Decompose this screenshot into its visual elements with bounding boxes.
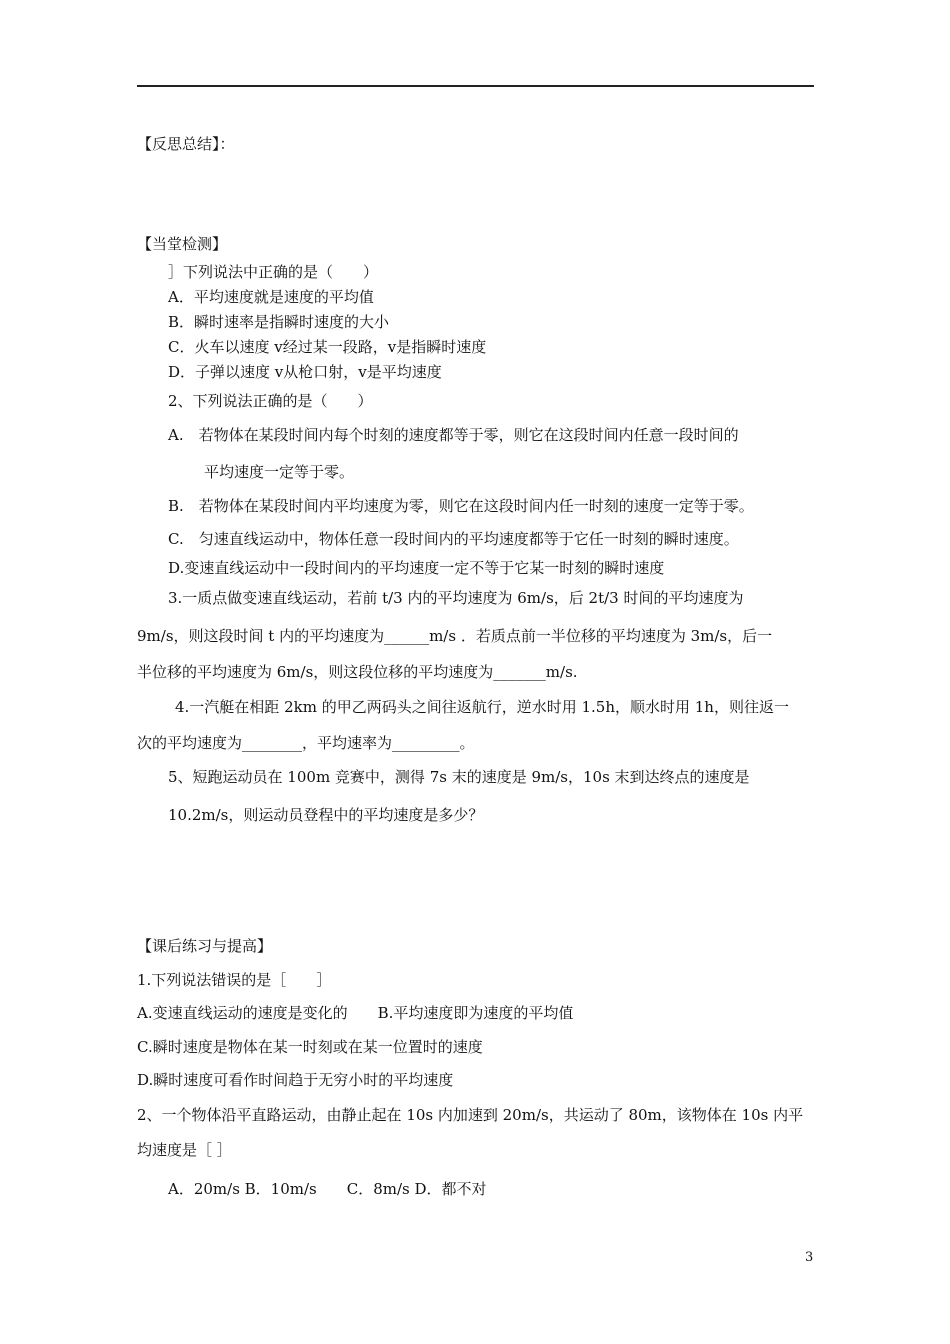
header-rule [137, 85, 814, 87]
homework-heading: 【课后练习与提高】 [137, 937, 273, 955]
check-q2-stem: 2、下列说法正确的是（ ） [168, 392, 373, 410]
check-q1-option-a: A．平均速度就是速度的平均值 [168, 288, 374, 306]
check-q3-line1: 3.一质点做变速直线运动，若前 t/3 内的平均速度为 6m/s，后 2t/3 时间的平均速度为 [168, 589, 744, 607]
check-q3-line2: 9m/s，则这段时间 t 内的平均速度为______m/s ．若质点前一半位移的平均速度为 3m/s，后一 [137, 627, 773, 645]
check-q4-line1: 4.一汽艇在相距 2km 的甲乙两码头之间往返航行，逆水时用 1.5h，顺水时用 1h，则往返一 [175, 698, 789, 716]
check-q2-option-d: D.变速直线运动中一段时间内的平均速度一定不等于它某一时刻的瞬时速度 [168, 559, 665, 577]
check-q5-line2: 10.2m/s，则运动员登程中的平均速度是多少？ [168, 806, 484, 824]
homework-q1-option-ab: A.变速直线运动的速度是变化的 B.平均速度即为速度的平均值 [137, 1004, 574, 1022]
check-q2-option-a-line2: 平均速度一定等于零。 [204, 463, 355, 481]
page-number: 3 [805, 1250, 814, 1265]
check-q1-option-c: C．火车以速度 v经过某一段路，v是指瞬时速度 [168, 338, 487, 356]
homework-q1-option-d: D.瞬时速度可看作时间趋于无穷小时的平均速度 [137, 1071, 454, 1089]
check-q2-option-b: B. 若物体在某段时间内平均速度为零，则它在这段时间内任一时刻的速度一定等于零。 [168, 497, 754, 515]
reflection-heading: 【反思总结】： [137, 135, 235, 153]
check-q3-line3: 半位移的平均速度为 6m/s，则这段位移的平均速度为_______m/s. [137, 663, 578, 681]
check-q1-option-b: B．瞬时速率是指瞬时速度的大小 [168, 313, 390, 331]
check-q1-stem: ］下列说法中正确的是（ ） [168, 263, 379, 281]
homework-q2-options: A．20m/s B．10m/s C．8m/s D．都不对 [168, 1180, 487, 1198]
check-q2-option-a-line1: A. 若物体在某段时间内每个时刻的速度都等于零，则它在这段时间内任意一段时间的 [168, 426, 739, 444]
homework-q1-option-c: C.瞬时速度是物体在某一时刻或在某一位置时的速度 [137, 1038, 483, 1056]
check-q4-line2: 次的平均速度为________，平均速率为_________。 [137, 734, 475, 752]
homework-q1-stem: 1.下列说法错误的是［ ］ [137, 971, 332, 989]
check-q2-option-c: C. 匀速直线运动中，物体任意一段时间内的平均速度都等于它任一时刻的瞬时速度。 [168, 530, 739, 548]
homework-q2-line1: 2、一个物体沿平直路运动，由静止起在 10s 内加速到 20m/s，共运动了 80m，该物体在 10s 内平 [137, 1106, 804, 1124]
classroom-check-heading: 【当堂检测】 [137, 235, 228, 253]
check-q1-option-d: D．子弹以速度 v从枪口射，v是平均速度 [168, 363, 442, 381]
homework-q2-line2: 均速度是［ ］ [137, 1141, 232, 1159]
check-q5-line1: 5、短跑运动员在 100m 竞赛中，测得 7s 末的速度是 9m/s，10s 末到达终点的速度是 [168, 768, 750, 786]
